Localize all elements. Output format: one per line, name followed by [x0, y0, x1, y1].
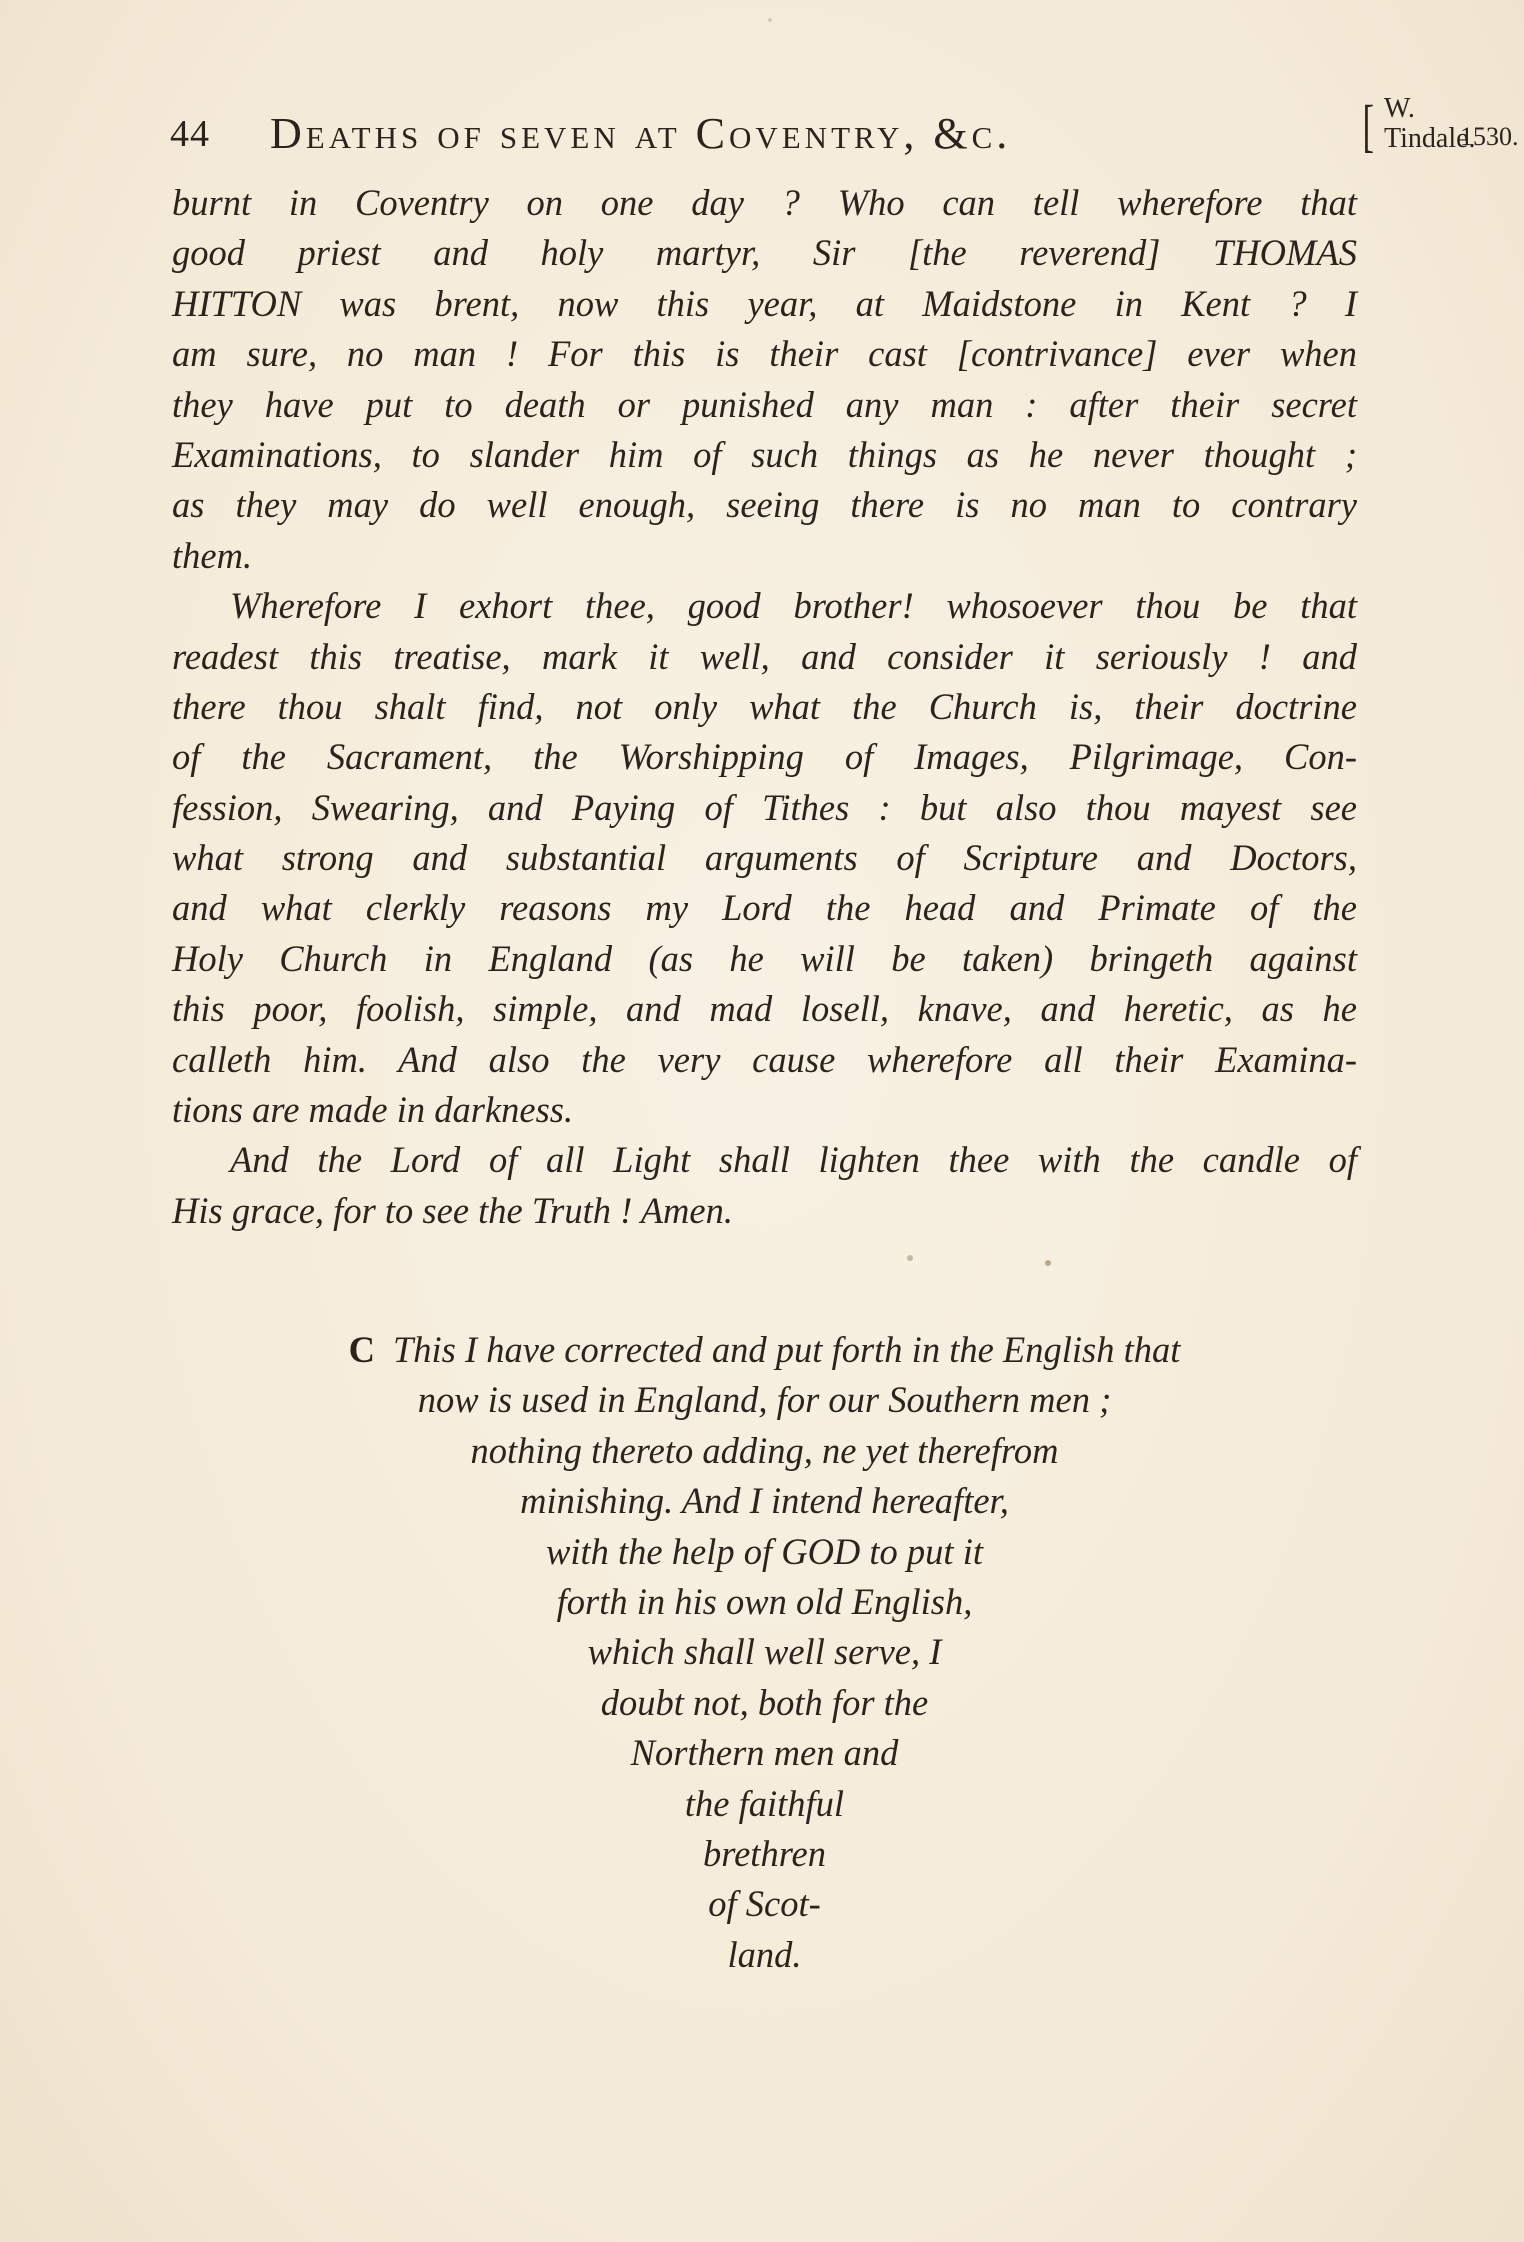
text-line: fession, Swearing, and Paying of Tithes : but also thou mayest see	[172, 786, 1357, 828]
colophon-line: now is used in England, for our Southern men ;	[417, 1379, 1112, 1421]
paper-speck	[907, 1255, 913, 1261]
colophon-line: of Scot-	[708, 1883, 821, 1925]
text-line: there thou shalt find, not only what the Church is, their doctrine	[172, 685, 1357, 727]
colophon-line: land.	[727, 1933, 802, 1975]
text-line: as they may do well enough, seeing there is no man to contrary	[172, 484, 1357, 526]
text-line: readest this treatise, mark it well, and consider it seriously ! and	[172, 635, 1357, 677]
text-line: And the Lord of all Light shall lighten thee with the candle of	[230, 1139, 1357, 1181]
colophon-line: doubt not, both for the	[600, 1681, 929, 1723]
text-line: of the Sacrament, the Worshipping of Images, Pilgrimage, Con-	[172, 736, 1357, 778]
text-line: and what clerkly reasons my Lord the head and Primate of the	[172, 887, 1357, 929]
header-year: 1530.	[1460, 122, 1519, 151]
text-line: calleth him. And also the very cause wherefore all their Examina-	[172, 1038, 1357, 1080]
colophon-line: which shall well serve, I	[587, 1631, 942, 1673]
colophon-line: brethren	[703, 1832, 826, 1874]
text-line: Holy Church in England (as he will be taken) bringeth against	[172, 937, 1357, 979]
header-author: W. Tindale.	[1384, 93, 1476, 154]
colophon-line: minishing. And I intend hereafter,	[520, 1480, 1009, 1522]
colophon	[172, 1325, 1357, 1980]
paper-speck	[1045, 1260, 1051, 1266]
running-title: Deaths of seven at Coventry, &c.	[270, 109, 1012, 158]
text-line: tions are made in darkness.	[172, 1089, 574, 1131]
colophon-line-text: This I have corrected and put forth in the English that	[392, 1329, 1181, 1370]
paper-speck	[768, 18, 772, 22]
colophon-line: nothing thereto adding, ne yet therefrom	[470, 1429, 1059, 1471]
text-line: Examinations, to slander him of such things as he never thought ;	[172, 433, 1357, 475]
text-line: what strong and substantial arguments of Scripture and Doctors,	[172, 837, 1357, 879]
header-bracket: [	[1362, 93, 1376, 158]
text-line: good priest and holy martyr, Sir [the reverend] THOMAS	[172, 232, 1357, 274]
text-line: His grace, for to see the Truth ! Amen.	[172, 1189, 733, 1231]
colophon-line: Northern men and	[630, 1732, 899, 1774]
running-header	[170, 88, 1519, 158]
text-line: HITTON was brent, now this year, at Maidstone in Kent ? I	[172, 282, 1357, 324]
text-line: am sure, no man ! For this is their cast [contrivance] ever when	[172, 333, 1357, 375]
page-number: 44	[170, 113, 210, 155]
text-line: this poor, foolish, simple, and mad losell, knave, and heretic, as he	[172, 988, 1357, 1030]
text-line: burnt in Coventry on one day ? Who can tell wherefore that	[172, 182, 1357, 223]
text-line: they have put to death or punished any man : after their secret	[172, 383, 1357, 425]
text-line: them.	[172, 534, 253, 576]
colophon-line: forth in his own old English,	[556, 1580, 973, 1622]
text-line: Wherefore I exhort thee, good brother! whosoever thou be that	[230, 585, 1357, 627]
body-text	[172, 178, 1357, 1236]
paragraph-mark-icon: C	[348, 1329, 375, 1370]
colophon-line: the faithful	[684, 1782, 845, 1824]
colophon-line	[172, 1325, 1357, 1375]
colophon-line: with the help of GOD to put it	[546, 1530, 983, 1572]
